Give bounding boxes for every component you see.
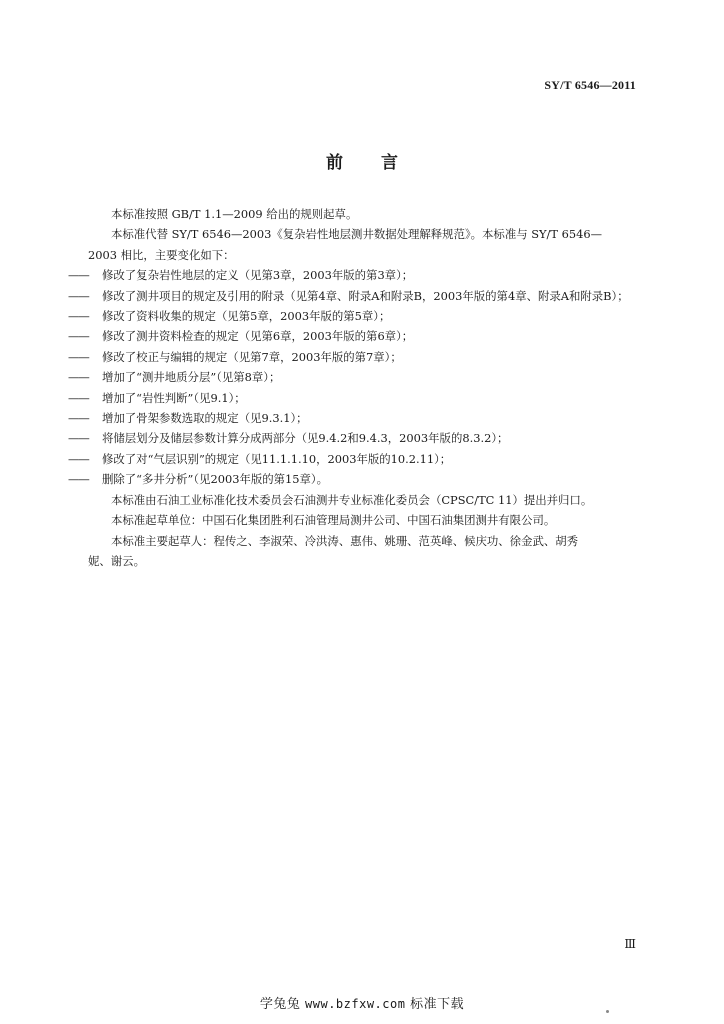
footer-label: 标准下载: [410, 997, 465, 1012]
foreword-body: [68, 204, 644, 571]
list-item: —— 修改了复杂岩性地层的定义（见第3章，2003年版的第3章）；: [68, 268, 414, 283]
footer-site-name: 学兔兔: [259, 997, 301, 1012]
list-item: —— 修改了资料收集的规定（见第5章，2003年版的第5章）；: [68, 309, 391, 324]
paragraph-drafters-line1: 本标准主要起草人：程传之、李淑荣、冷洪涛、惠伟、姚珊、范英峰、候庆功、徐金武、胡秀: [111, 533, 579, 548]
list-item: —— 修改了测井项目的规定及引用的附录（见第4章、附录A和附录B，2003年版的第4章、附录A和附录B）；: [68, 288, 629, 303]
footer-watermark: [0, 993, 724, 1012]
paragraph-replaces-line2: 2003 相比，主要变化如下：: [88, 247, 235, 262]
list-item: —— 增加了“岩性判断”（见9.1）；: [68, 390, 246, 405]
list-item: —— 删除了“多井分析”（见2003年版的第15章）。: [68, 472, 328, 487]
paragraph-drafting-units: 本标准起草单位：中国石化集团胜利石油管理局测井公司、中国石油集团测井有限公司。: [111, 513, 556, 528]
footer-url-link[interactable]: www.bzfxw.com: [305, 997, 406, 1011]
page-title: 前言: [326, 153, 436, 173]
paragraph-drafters-line2: 妮、谢云。: [88, 553, 145, 568]
list-item: —— 增加了“测井地质分层”（见第8章）；: [68, 370, 281, 385]
list-item: —— 增加了骨架参数选取的规定（见9.3.1）；: [68, 411, 308, 426]
changes-list: [68, 265, 644, 489]
list-item: —— 将储层划分及储层参数计算分成两部分（见9.4.2和9.4.3，2003年版的8.3.2）；: [68, 431, 509, 446]
list-item: —— 修改了校正与编辑的规定（见第7章，2003年版的第7章）；: [68, 349, 402, 364]
page-number: Ⅲ: [624, 937, 636, 951]
list-item: —— 修改了测井资料检查的规定（见第6章，2003年版的第6章）；: [68, 329, 414, 344]
list-item: —— 修改了对“气层识别”的规定（见11.1.1.10，2003年版的10.2.11）；: [68, 451, 452, 466]
scan-speck: [606, 1010, 609, 1013]
standard-code: SY/T 6546—2011: [544, 78, 636, 92]
paragraph-replaces-line1: 本标准代替 SY/T 6546—2003《复杂岩性地层测井数据处理解释规范》。本标准与 SY/T 6546—: [111, 227, 602, 242]
paragraph-proposer: 本标准由石油工业标准化技术委员会石油测井专业标准化委员会（CPSC/TC 11）提出并归口。: [111, 492, 593, 507]
paragraph-drafting-rules: 本标准按照 GB/T 1.1—2009 给出的规则起草。: [111, 207, 358, 221]
